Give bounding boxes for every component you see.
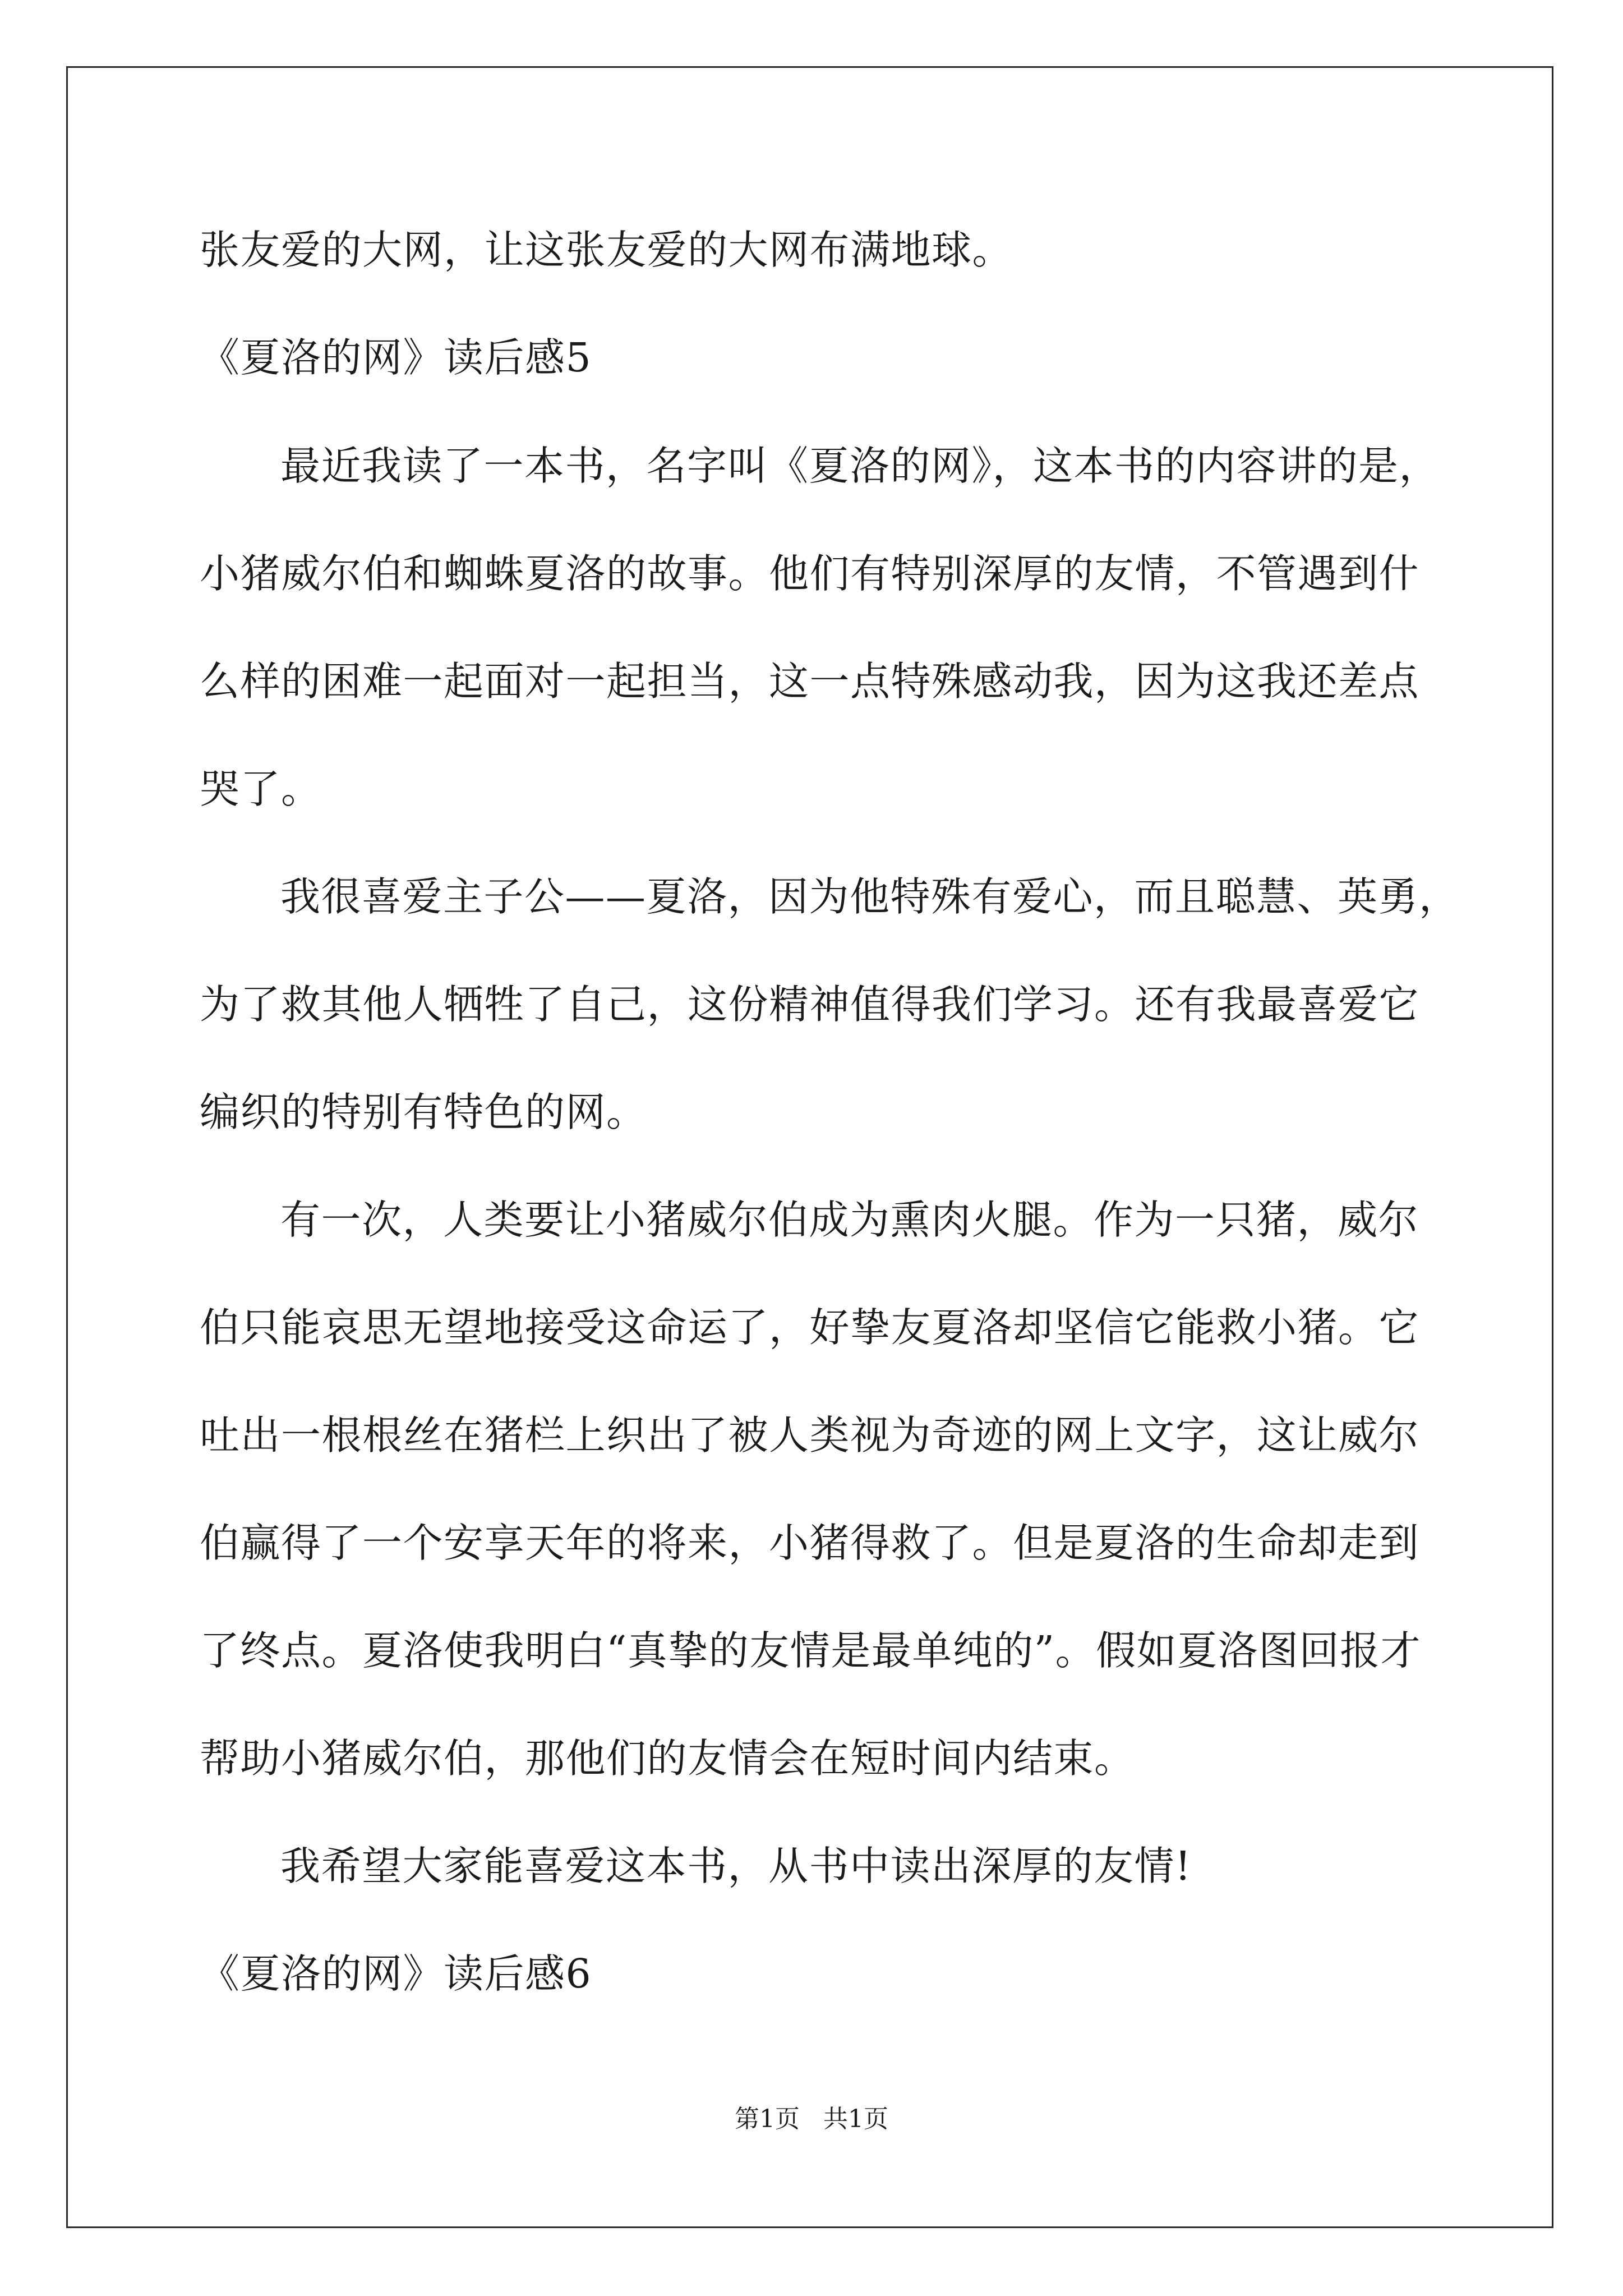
page-footer: 第1页 共1页: [735, 2105, 888, 2133]
text-line: 为了救其他人牺牲了自己，这份精神值得我们学习。还有我最喜爱它: [200, 981, 1420, 1028]
text-line: 张友爱的大网，让这张友爱的大网布满地球。: [200, 227, 1013, 273]
paragraph-start: 我希望大家能喜爱这本书，从书中读出深厚的友情!: [280, 1843, 1192, 1889]
text-line: 吐出一根根丝在猪栏上织出了被人类视为奇迹的网上文字，这让威尔: [200, 1412, 1420, 1458]
text-line: 伯赢得了一个安享天年的将来，小猪得救了。但是夏洛的生命却走到: [200, 1520, 1420, 1566]
text-line: 帮助小猪威尔伯，那他们的友情会在短时间内结束。: [200, 1735, 1135, 1782]
paragraph-start: 我很喜爱主子公——夏洛，因为他特殊有爱心，而且聪慧、英勇，: [280, 873, 1460, 920]
paragraph-start: 最近我读了一本书，名字叫《夏洛的网》，这本书的内容讲的是，: [280, 443, 1440, 489]
page-frame: [66, 66, 1553, 2228]
text-line: 了终点。夏洛使我明白“真挚的友情是最单纯的”。假如夏洛图回报才: [200, 1627, 1422, 1674]
text-line: 伯只能哀思无望地接受这命运了，好挚友夏洛却坚信它能救小猪。它: [200, 1304, 1420, 1351]
text-line: 么样的困难一起面对一起担当，这一点特殊感动我，因为这我还差点: [200, 658, 1420, 705]
section-heading: 《夏洛的网》读后感5: [200, 334, 592, 381]
paragraph-start: 有一次，人类要让小猪威尔伯成为熏肉火腿。作为一只猪，威尔: [280, 1197, 1419, 1243]
text-line: 编织的特别有特色的网。: [200, 1089, 647, 1135]
text-line: 小猪威尔伯和蜘蛛夏洛的故事。他们有特别深厚的友情，不管遇到什: [200, 550, 1420, 597]
section-heading: 《夏洛的网》读后感6: [200, 1950, 592, 1997]
text-line: 哭了。: [200, 766, 322, 812]
